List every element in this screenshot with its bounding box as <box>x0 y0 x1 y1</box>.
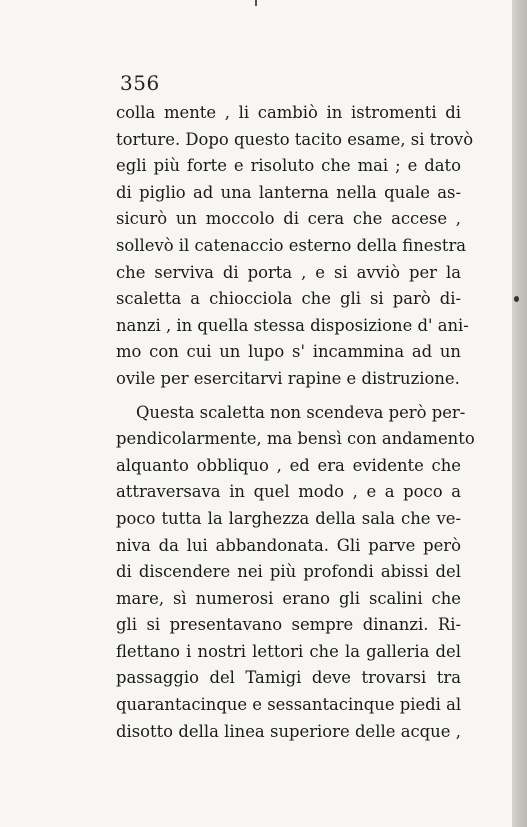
text-line: passaggio del Tamigi deve trovarsi tra <box>116 668 461 688</box>
paragraph-gap <box>116 393 461 400</box>
body-text <box>116 100 475 745</box>
text-line: mare, sì numerosi erano gli scalini che <box>116 588 461 608</box>
text-line: sicurò un moccolo di cera che accese , <box>116 209 461 229</box>
text-line: disotto della linea superiore delle acque , <box>116 721 461 741</box>
text-line: colla mente , li cambiò in istromenti di <box>116 103 461 122</box>
text-line: flettano i nostri lettori che la galleria del <box>116 641 461 661</box>
text-line: ovile per esercitarvi rapine e distruzione. <box>116 368 460 388</box>
paragraph-2 <box>116 400 475 746</box>
text-line: sollevò il catenaccio esterno della finestra <box>116 235 467 255</box>
page-binding-edge <box>512 0 527 827</box>
page-number: 356 <box>120 71 160 95</box>
text-line: egli più forte e risoluto che mai ; e dato <box>116 156 461 176</box>
text-line: gli si presentavano sempre dinanzi. Ri- <box>116 615 461 635</box>
text-line: niva da lui abbandonata. Gli parve però <box>116 535 461 555</box>
text-line: pendicolarmente, ma bensì con andamento <box>116 429 475 449</box>
text-line: di discendere nei più profondi abissi del <box>116 562 461 582</box>
text-line: Questa scaletta non scendeva però per- <box>136 402 466 422</box>
text-line: nanzi , in quella stessa disposizione d' ani- <box>116 315 469 335</box>
text-line: mo con cui un lupo s' incammina ad un <box>116 342 461 362</box>
ink-spot <box>514 296 519 302</box>
text-line: scaletta a chiocciola che gli si parò di- <box>116 289 461 309</box>
text-line: poco tutta la larghezza della sala che ve- <box>116 508 461 528</box>
paragraph-1 <box>116 100 474 393</box>
text-line: quarantacinque e sessantacinque piedi al <box>116 695 462 715</box>
text-line: torture. Dopo questo tacito esame, si trovò <box>116 129 474 149</box>
text-line: che serviva di porta , e si avviò per la <box>116 262 461 282</box>
text-line: alquanto obbliquo , ed era evidente che <box>116 455 461 475</box>
text-line: attraversava in quel modo , e a poco a <box>116 482 461 502</box>
page-edge-mark <box>255 0 257 6</box>
text-line: di piglio ad una lanterna nella quale as- <box>116 182 461 202</box>
